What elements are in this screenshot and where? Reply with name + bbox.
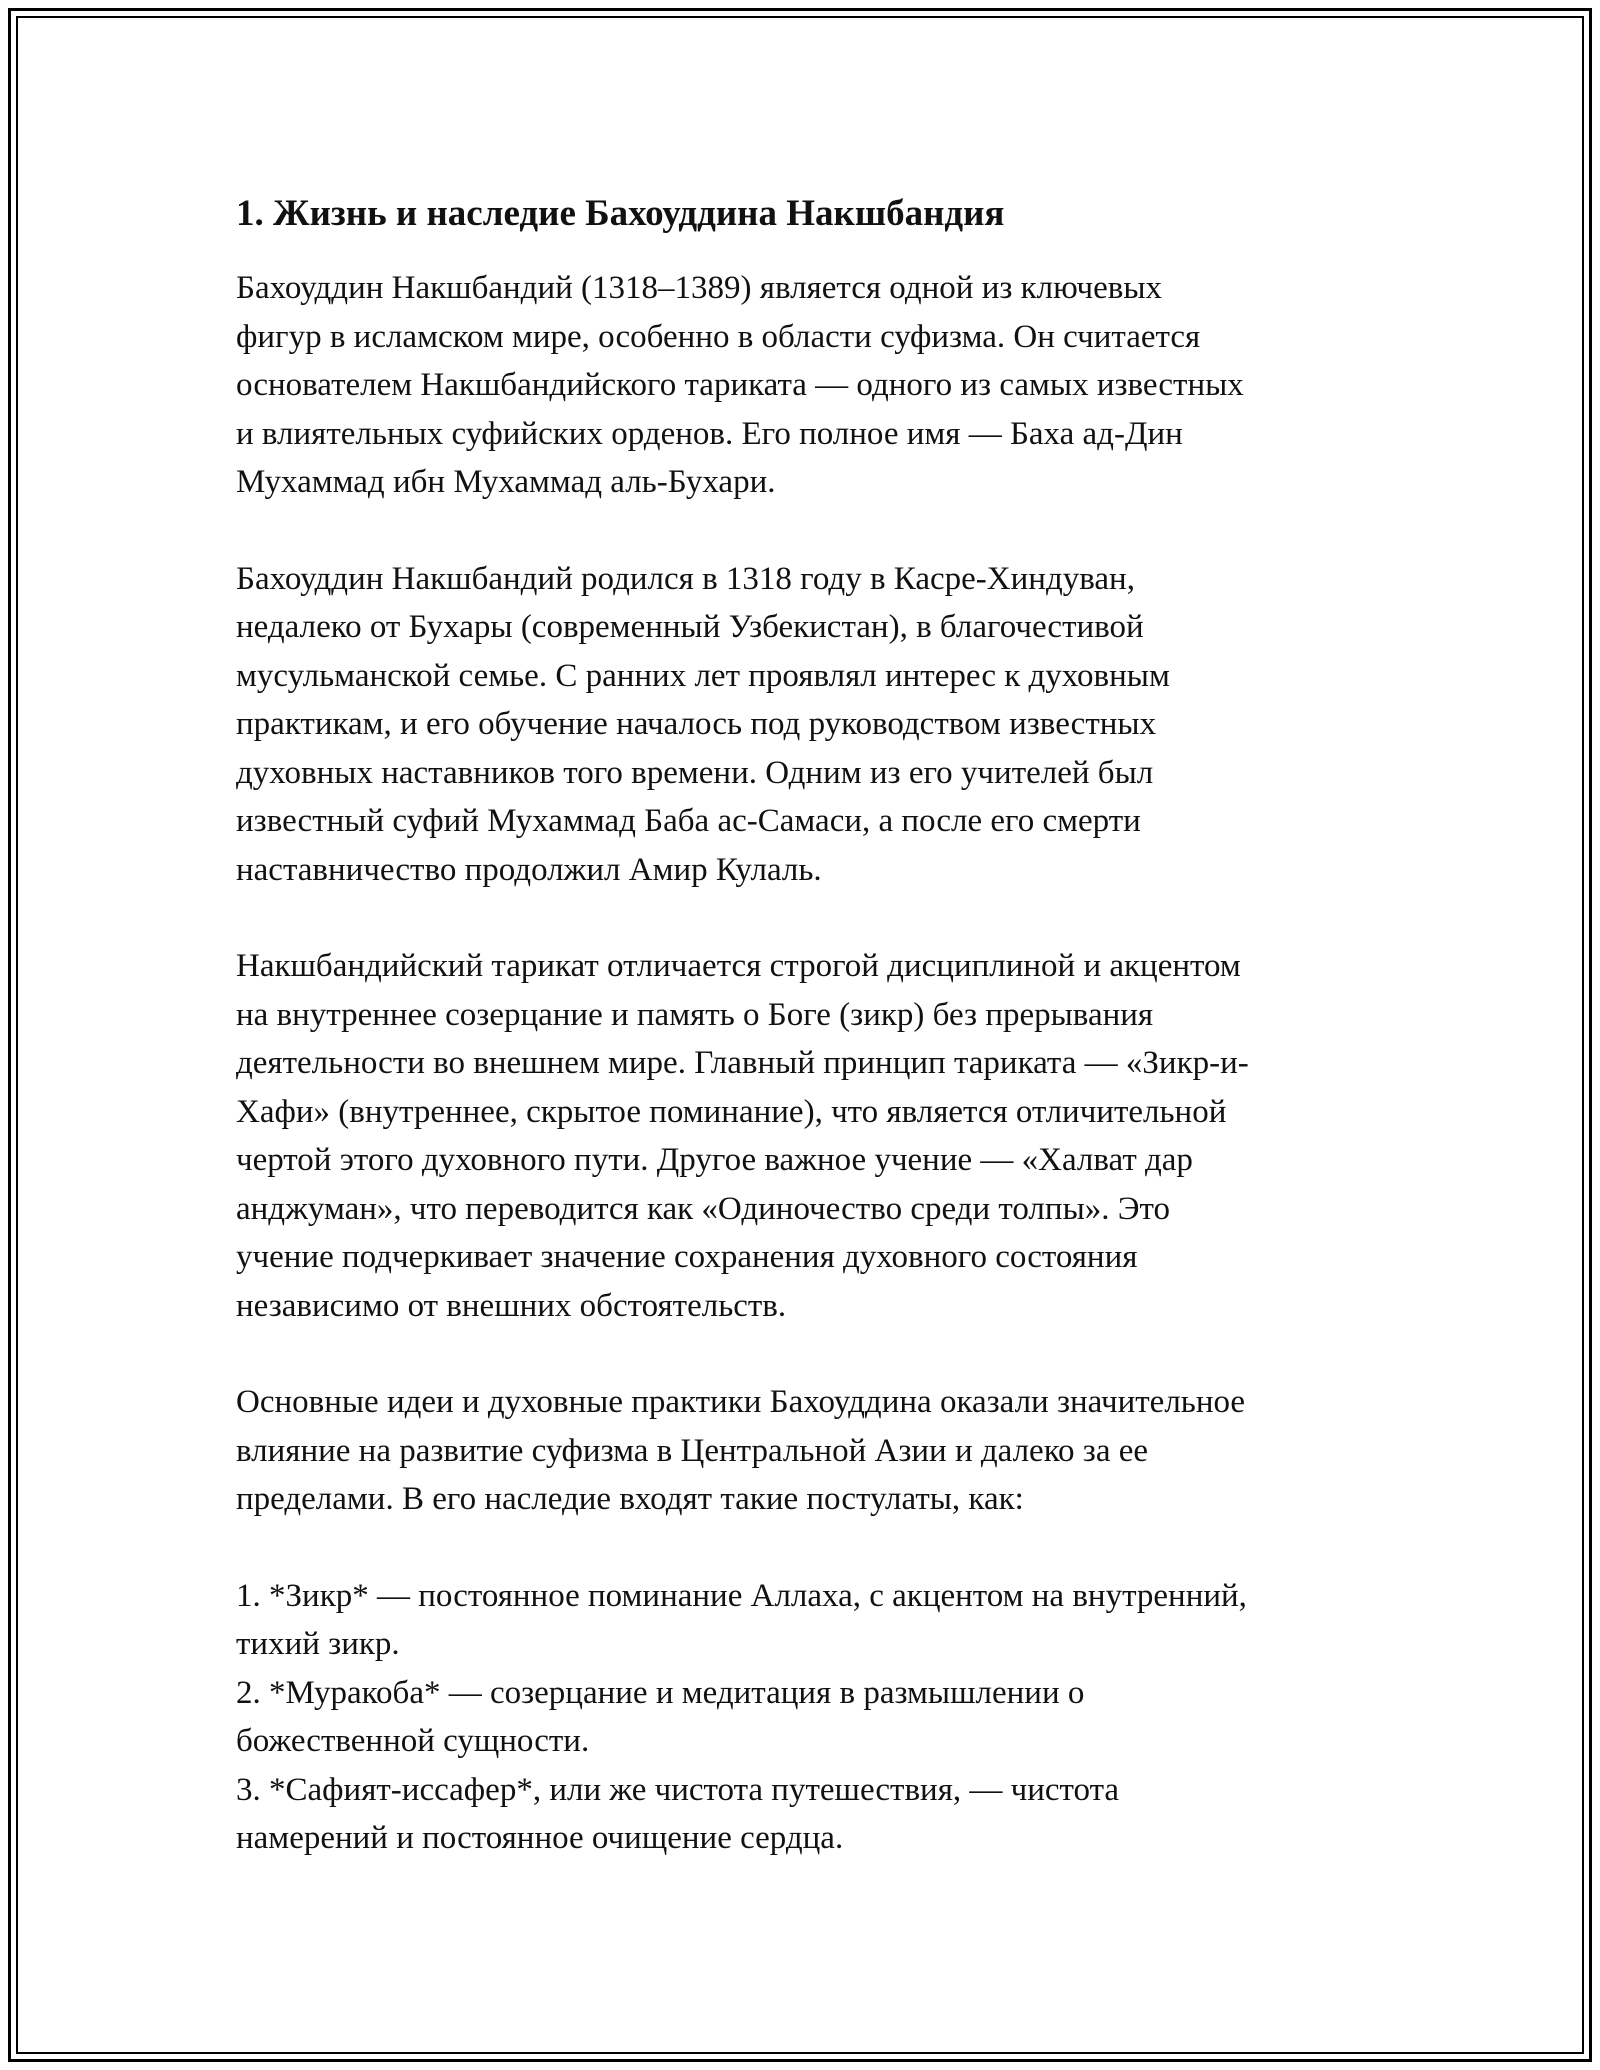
document-body [236, 188, 1376, 1863]
text-line: наставничество продолжил Амир Кулаль. [236, 851, 822, 888]
paragraph-3 [236, 942, 1376, 1330]
paragraph-2 [236, 555, 1376, 895]
text-line: учение подчеркивает значение сохранения духовного состояния [236, 1239, 1138, 1275]
text-line: духовных наставников того времени. Одним из его учителей был [236, 754, 1154, 791]
list-item-line: тихий зикр. [236, 1626, 400, 1662]
text-line: деятельности во внешнем мире. Главный принцип тариката — «Зикр-и- [236, 1045, 1249, 1081]
postulates-list [236, 1572, 1376, 1863]
text-line: влияние на развитие суфизма в Центральной Азии и далеко за ее [236, 1432, 1149, 1469]
text-line: Хафи» (внутреннее, скрытое поминание), что является отличительной [236, 1093, 1227, 1130]
text-line: известный суфий Мухаммад Баба ас-Самаси, а после его смерти [236, 803, 1141, 839]
text-line: Основные идеи и духовные практики Бахоуддина оказали значительное [236, 1384, 1246, 1420]
list-item-line: 3. *Сафият-иссафер*, или же чистота путешествия, — чистота [236, 1771, 1120, 1808]
text-line: и влиятельных суфийских орденов. Его полное имя — Баха ад-Дин [236, 415, 1183, 452]
list-item-line: намерений и постоянное очищение сердца. [236, 1820, 844, 1856]
text-line: Накшбандийский тарикат отличается строгой дисциплиной и акцентом [236, 948, 1241, 984]
list-item-line: божественной сущности. [236, 1723, 590, 1759]
document-title: 1. Жизнь и наследие Бахоуддина Накшбандия [236, 193, 1005, 234]
text-line: Бахоуддин Накшбандий (1318–1389) является одной из ключевых [236, 270, 1163, 306]
list-item-line: 2. *Муракоба* — созерцание и медитация в размышлении о [236, 1674, 1085, 1711]
text-line: основателем Накшбандийского тариката — одного из самых известных [236, 367, 1244, 403]
paragraph-1 [236, 264, 1376, 507]
text-line: чертой этого духовного пути. Другое важное учение — «Халват дар [236, 1142, 1193, 1178]
text-line: анджуман», что переводится как «Одиночество среди толпы». Это [236, 1190, 1171, 1227]
text-line: на внутреннее созерцание и память о Боге (зикр) без прерывания [236, 996, 1154, 1033]
paragraph-4 [236, 1378, 1376, 1524]
text-line: недалеко от Бухары (современный Узбекистан), в благочестивой [236, 609, 1144, 645]
text-line: практикам, и его обучение началось под руководством известных [236, 706, 1157, 742]
paragraphs [236, 264, 1376, 1863]
text-line: независимо от внешних обстоятельств. [236, 1287, 787, 1324]
text-line: Бахоуддин Накшбандий родился в 1318 году в Касре-Хиндуван, [236, 560, 1135, 597]
text-line: фигур в исламском мире, особенно в области суфизма. Он считается [236, 318, 1201, 355]
text-line: пределами. В его наследие входят такие постулаты, как: [236, 1481, 1024, 1517]
list-item-line: 1. *Зикр* — постоянное поминание Аллаха, с акцентом на внутренний, [236, 1577, 1247, 1614]
text-line: Мухаммад ибн Мухаммад аль-Бухари. [236, 464, 776, 500]
text-line: мусульманской семье. С ранних лет проявлял интерес к духовным [236, 657, 1170, 694]
